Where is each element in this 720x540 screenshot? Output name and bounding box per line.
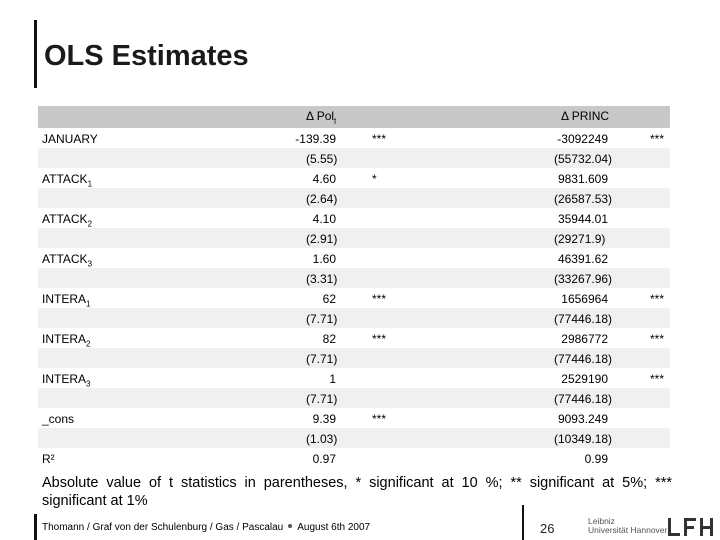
row-label-text: JANUARY [42, 132, 98, 146]
se-col1: (7.71) [306, 312, 338, 326]
row-label-subscript: 1 [86, 299, 91, 309]
coef-col1: 62 [322, 292, 336, 306]
coef-col1: 4.60 [312, 172, 336, 186]
se-col1: (2.64) [306, 192, 338, 206]
logo-line1: Leibniz [588, 516, 615, 526]
se-col2: (77446.18) [554, 312, 613, 326]
page-number-bar [522, 505, 524, 540]
stars-col1: *** [372, 132, 387, 146]
coef-col1: 9.39 [312, 412, 336, 426]
stars-col2: *** [650, 292, 665, 306]
col2-header: Δ PRINC [561, 109, 610, 123]
coef-col2: -3092249 [557, 132, 608, 146]
bullet-icon [288, 524, 292, 528]
r2-col1: 0.97 [312, 452, 336, 466]
row-label [42, 212, 92, 228]
stars-col2: *** [650, 372, 665, 386]
coef-col1: 1.60 [312, 252, 336, 266]
coef-col2: 46391.62 [557, 252, 608, 266]
logo-line2: Universität Hannover [588, 525, 668, 535]
logo-text [588, 517, 667, 535]
row-label-text: _cons [42, 412, 75, 426]
row-label-text: ATTACK [42, 252, 88, 266]
row-label [42, 372, 90, 388]
title-accent-bar [34, 20, 37, 88]
se-col2: (10349.18) [554, 432, 613, 446]
stars-col2: *** [650, 132, 665, 146]
se-col1: (7.71) [306, 352, 338, 366]
row-label-subscript: 3 [87, 259, 93, 269]
se-col2: (33267.96) [554, 272, 613, 286]
coef-col2: 2986772 [561, 332, 608, 346]
coef-col2: 1656964 [561, 292, 608, 306]
coef-col2: 9093.249 [557, 412, 608, 426]
footer-credits [42, 522, 370, 533]
stars-col1: *** [372, 332, 387, 346]
r2-col2: 0.99 [584, 452, 608, 466]
se-col2: (77446.18) [554, 392, 613, 406]
se-col1: (2.91) [306, 232, 338, 246]
row-label-text: INTERA [42, 372, 87, 386]
row-label-text: ATTACK [42, 172, 88, 186]
stars-col1: * [372, 172, 377, 186]
stars-col2: *** [650, 332, 665, 346]
row-label [42, 132, 98, 146]
table-note: Absolute value of t statistics in parentheses, * significant at 10 %; ** significant at 5%; *** significant at 1% [42, 475, 672, 509]
coef-col1: 4.10 [312, 212, 336, 226]
row-label-text: INTERA [42, 332, 87, 346]
se-col1: (1.03) [306, 432, 338, 446]
se-col1: (5.55) [306, 152, 338, 166]
footer-accent-bar [34, 514, 37, 540]
coef-col1: -139.39 [295, 132, 336, 146]
row-label-subscript: 3 [86, 379, 91, 389]
coef-col2: 2529190 [561, 372, 608, 386]
coef-col1: 1 [329, 372, 336, 386]
row-label-text: ATTACK [42, 212, 88, 226]
row-label-subscript: 2 [87, 219, 93, 229]
coef-col1: 82 [322, 332, 336, 346]
stars-col1: *** [372, 412, 387, 426]
row-label-subscript: 2 [86, 339, 91, 349]
page-number: 26 [540, 521, 555, 536]
col1-header: Δ Pol$_t$ [306, 109, 337, 126]
page-title: OLS Estimates [44, 40, 249, 72]
university-logo-icon [666, 514, 714, 538]
row-label [42, 252, 92, 268]
row-label [42, 172, 92, 188]
se-col1: (3.31) [306, 272, 338, 286]
se-col2: (26587.53) [554, 192, 613, 206]
footer-date: August 6th 2007 [297, 522, 371, 533]
row-label [42, 292, 90, 308]
row-label [42, 332, 90, 348]
se-col1: (7.71) [306, 392, 338, 406]
se-col2: (77446.18) [554, 352, 613, 366]
row-label [42, 412, 74, 426]
coef-col2: 35944.01 [557, 212, 608, 226]
footer-authors: Thomann / Graf von der Schulenburg / Gas / Pascalau [42, 522, 284, 533]
se-col2: (55732.04) [554, 152, 613, 166]
coef-col2: 9831.609 [557, 172, 608, 186]
row-label-subscript: 1 [87, 179, 93, 189]
stars-col1: *** [372, 292, 387, 306]
r2-label: R² [42, 452, 55, 466]
se-col2: (29271.9) [554, 232, 606, 246]
row-label-text: INTERA [42, 292, 87, 306]
